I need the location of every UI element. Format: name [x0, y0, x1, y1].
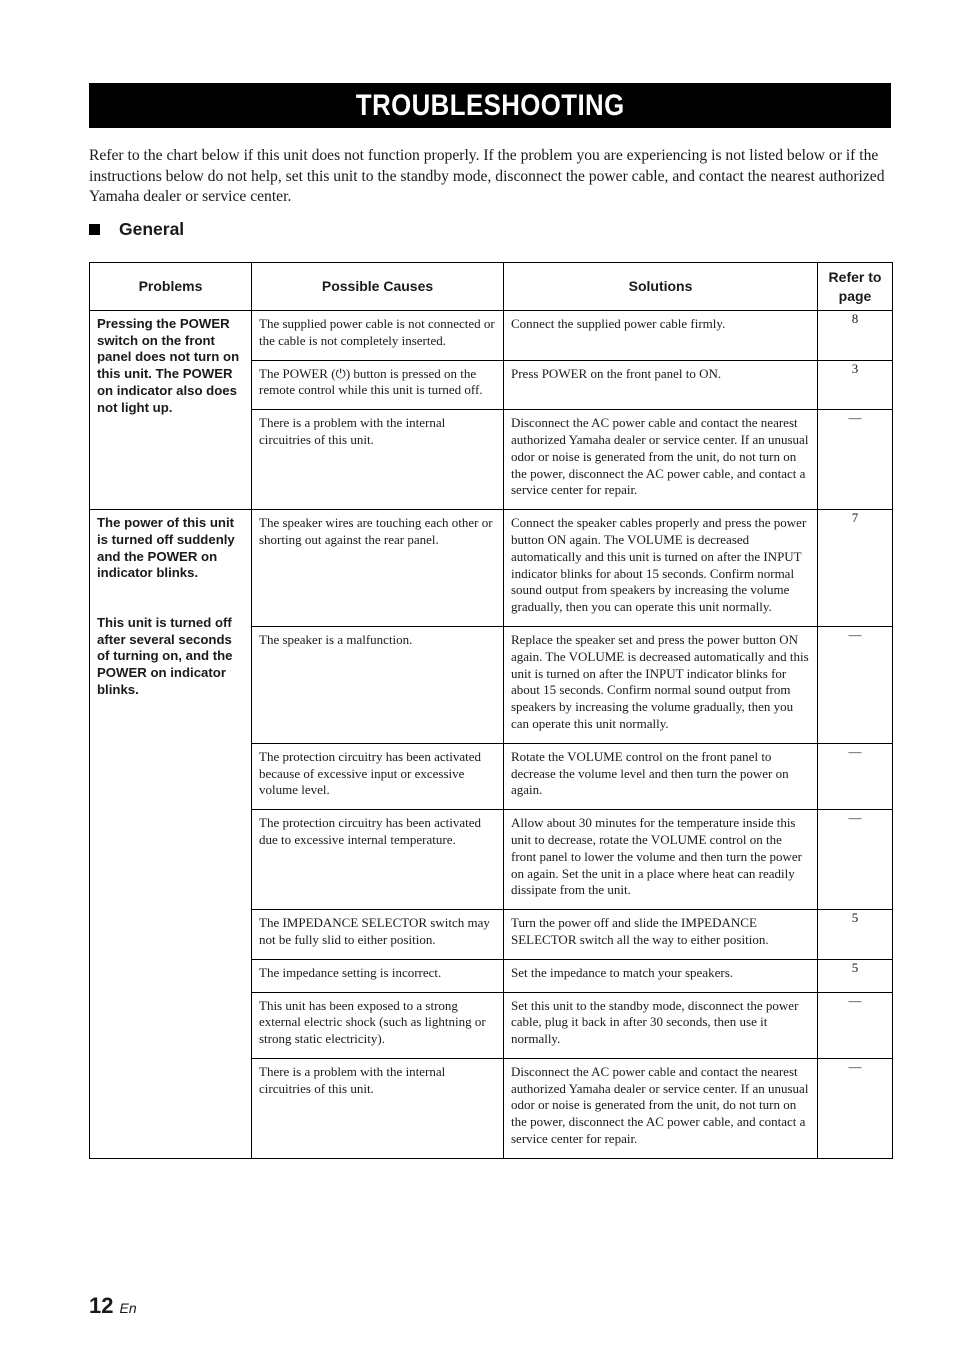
page-title-banner	[89, 83, 891, 128]
solution-cell: Press POWER on the front panel to ON.	[504, 360, 818, 410]
page-footer	[89, 1293, 137, 1319]
language-code: En	[119, 1300, 137, 1316]
problem-text: This unit is turned off after several seconds of turning on, and the POWER on indicator blinks.	[97, 614, 233, 697]
intro-paragraph: Refer to the chart below if this unit does not function properly. If the problem you are experiencing is not listed below or if the instructions below do not help, set this unit to the standby mode, disconnect the power cable, and contact the nearest authorized Yamaha dealer or service center.	[89, 147, 885, 205]
page-number: 12	[89, 1293, 114, 1318]
section-heading-label: General	[119, 219, 185, 239]
header-possible-causes: Possible Causes	[252, 263, 504, 311]
page-ref-cell: 5	[818, 910, 893, 960]
solution-cell: Disconnect the AC power cable and contact the nearest authorized Yamaha dealer or service center. If an unusual odor or noise is generated from the unit, do not turn on the power, disconnect the AC power cable, and contact a service center for repair.	[504, 410, 818, 510]
solution-cell: Connect the supplied power cable firmly.	[504, 311, 818, 361]
cause-cell: The impedance setting is incorrect.	[252, 959, 504, 992]
page-ref-cell: —	[818, 1058, 893, 1158]
page-ref-cell: —	[818, 810, 893, 910]
cause-cell: This unit has been exposed to a strong external electric shock (such as lightning or strong static electricity).	[252, 992, 504, 1058]
header-problems: Problems	[90, 263, 252, 311]
header-refer-to-page: Refer to page	[818, 263, 893, 311]
solution-cell: Replace the speaker set and press the power button ON again. The VOLUME is decreased automatically and this unit is turned on after the INPUT indicator blinks for about 15 seconds. Confirm normal sound output from speakers by increasing the volume gradually, then you can operate this unit normally.	[504, 626, 818, 743]
problem-cell	[90, 311, 252, 510]
page-ref-cell: 3	[818, 360, 893, 410]
problem-cell	[90, 510, 252, 1159]
cause-cell: The POWER (⏻) button is pressed on the remote control while this unit is turned off.	[252, 360, 504, 410]
table-row	[90, 510, 893, 627]
solution-cell: Disconnect the AC power cable and contact the nearest authorized Yamaha dealer or service center. If an unusual odor or noise is generated from the unit, do not turn on the power, disconnect the AC power cable, and contact a service center for repair.	[504, 1058, 818, 1158]
cause-cell: The protection circuitry has been activated because of excessive input or excessive volume level.	[252, 743, 504, 809]
troubleshooting-table	[89, 262, 893, 1159]
page-ref-cell: —	[818, 410, 893, 510]
page-ref-cell: —	[818, 992, 893, 1058]
problem-text: The power of this unit is turned off suddenly and the POWER on indicator blinks.	[97, 515, 235, 581]
table-header-row	[90, 263, 893, 311]
section-heading	[89, 219, 184, 240]
page-ref-cell: 5	[818, 959, 893, 992]
page-ref-cell: 7	[818, 510, 893, 627]
header-solutions: Solutions	[504, 263, 818, 311]
page-ref-cell: 8	[818, 311, 893, 361]
page-title: TROUBLESHOOTING	[355, 88, 625, 122]
cause-cell: The protection circuitry has been activated due to excessive internal temperature.	[252, 810, 504, 910]
cause-cell: The speaker wires are touching each other or shorting out against the rear panel.	[252, 510, 504, 627]
solution-cell: Set the impedance to match your speakers.	[504, 959, 818, 992]
cause-cell: The speaker is a malfunction.	[252, 626, 504, 743]
table-row	[90, 311, 893, 361]
cause-cell: The IMPEDANCE SELECTOR switch may not be fully slid to either position.	[252, 910, 504, 960]
solution-cell: Set this unit to the standby mode, disconnect the power cable, plug it back in after 30 seconds, then use it normally.	[504, 992, 818, 1058]
solution-cell: Rotate the VOLUME control on the front panel to decrease the volume level and then turn the power on again.	[504, 743, 818, 809]
solution-cell: Turn the power off and slide the IMPEDANCE SELECTOR switch all the way to either position.	[504, 910, 818, 960]
cause-cell: There is a problem with the internal circuitries of this unit.	[252, 410, 504, 510]
solution-cell: Allow about 30 minutes for the temperature inside this unit to decrease, rotate the VOLUME control on the front panel to lower the volume and then turn the power on again. Set the unit in a place where heat can readily dissipate from the unit.	[504, 810, 818, 910]
page-ref-cell: —	[818, 626, 893, 743]
page-ref-cell: —	[818, 743, 893, 809]
problem-text: Pressing the POWER switch on the front panel does not turn on this unit. The POWER on indicator also does not light up.	[97, 316, 240, 415]
square-bullet-icon	[89, 224, 100, 235]
solution-cell: Connect the speaker cables properly and press the power button ON again. The VOLUME is decreased automatically and this unit is turned on after the INPUT indicator blinks for about 15 seconds. Confirm normal sound output from speakers by increasing the volume gradually, then you can operate this unit normally.	[504, 510, 818, 627]
cause-cell: The supplied power cable is not connected or the cable is not completely inserted.	[252, 311, 504, 361]
cause-cell: There is a problem with the internal circuitries of this unit.	[252, 1058, 504, 1158]
